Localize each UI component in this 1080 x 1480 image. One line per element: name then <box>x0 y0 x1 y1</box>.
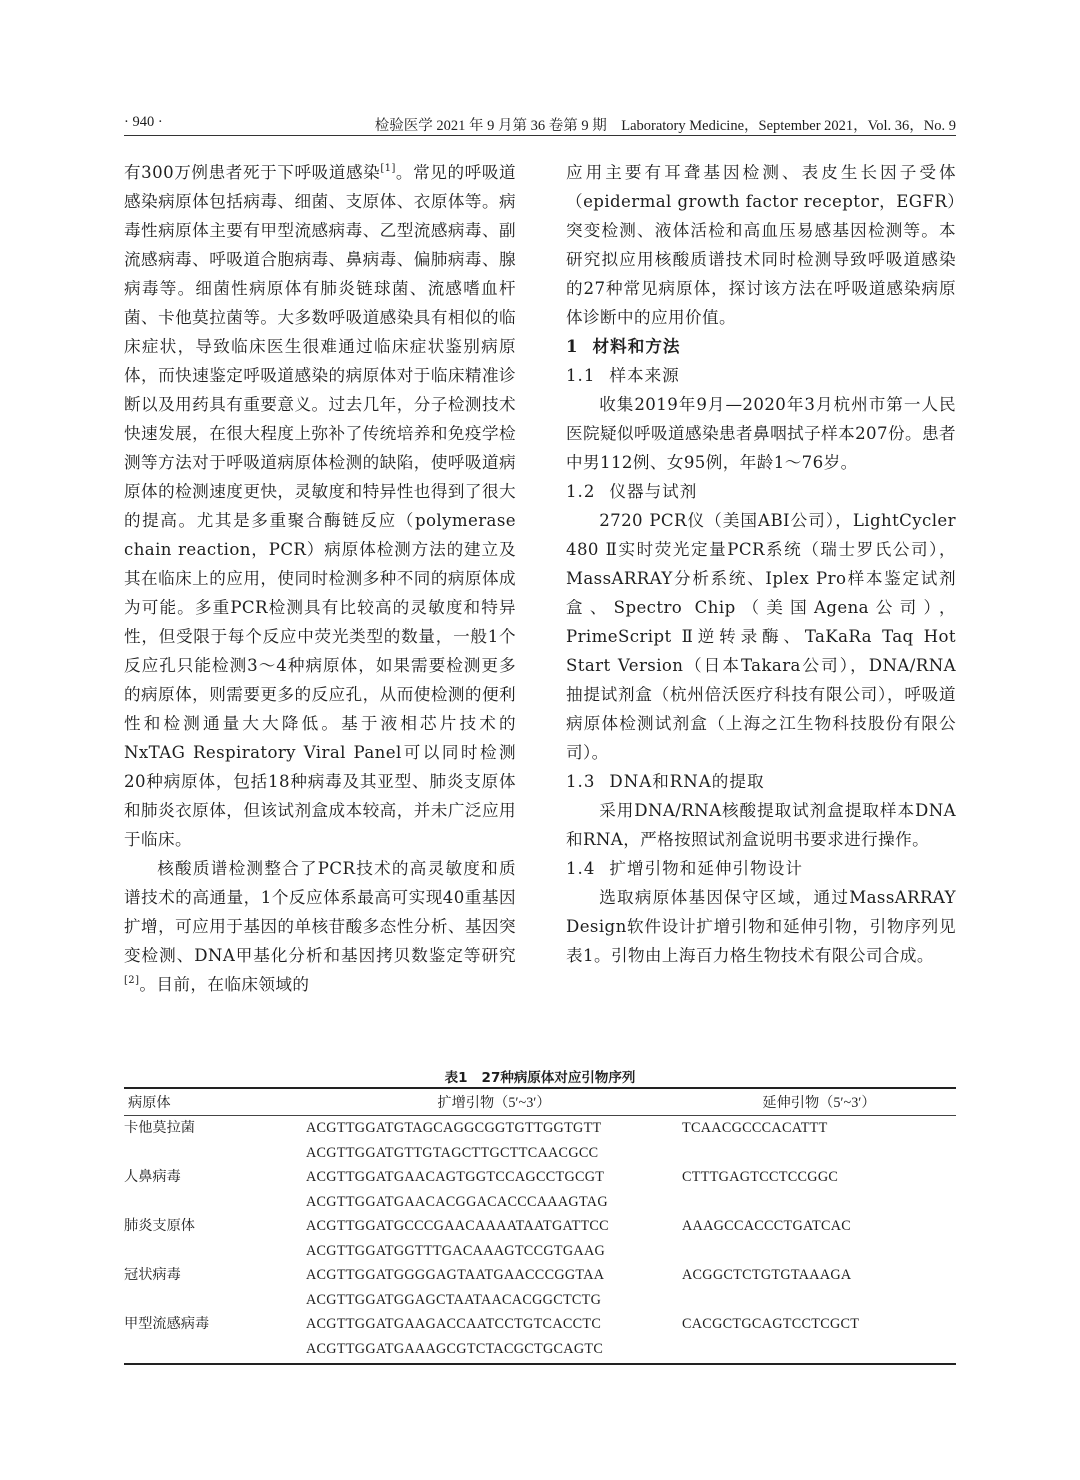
section-number: 1.2 <box>566 482 596 501</box>
pathogen-cell: 卡他莫拉菌 <box>124 1120 195 1136</box>
extension-primer-cell: CACGCTGCAGTCCTCGCT <box>682 1312 956 1364</box>
amplification-primer-cell <box>306 1263 682 1312</box>
running-header <box>124 112 956 136</box>
forward-primer: ACGTTGGATGGGGAGTAATGAACCCGGTAA <box>306 1267 605 1283</box>
extension-primer-cell: AAAGCCACCCTGATCAC <box>682 1218 852 1234</box>
section-number: 1.3 <box>566 772 596 791</box>
forward-primer: ACGTTGGATGTAGCAGGCGGTGTTGGTGTT <box>306 1120 602 1136</box>
citation-ref: [1] <box>380 163 396 174</box>
table-header-row <box>124 1088 956 1116</box>
journal-citation: 检验医学 2021 年 9 月第 36 卷第 9 期 Laboratory Medicine，September 2021，Vol. 36，No. 9 <box>374 118 956 134</box>
amplification-primer-cell <box>306 1214 682 1263</box>
table-row <box>124 1214 956 1263</box>
forward-primer: ACGTTGGATGAACAGTGGTCCAGCCTGCGT <box>306 1169 605 1185</box>
text-run: 。常见的呼吸道感染病原体包括病毒、细菌、支原体、衣原体等。病毒性病原体主要有甲型流感病毒、乙型流感病毒、副流感病毒、呼吸道合胞病毒、鼻病毒、偏肺病毒、腺病毒等。细菌性病原体有肺炎链球菌、流感嗜血杆菌、卡他莫拉菌等。大多数呼吸道感染具有相似的临床症状，导致临床医生很难通过临床症状鉴别病原体，而快速鉴定呼吸道感染的病原体对于临床精准诊断以及用药具有重要意义。过去几年，分子检测技术快速发展，在很大程度上弥补了传统培养和免疫学检测等方法对于呼吸道病原体检测的缺陷，使呼吸道病原体的检测速度更快，灵敏度和特异性也得到了很大的提高。尤其是多重聚合酶链反应（polymerase chain reaction，PCR）病原体检测方法的建立及其在临床上的应用，使同时检测多种不同的病原体成为可能。多重PCR检测具有比较高的灵敏度和特异性，但受限于每个反应中荧光类型的数量，一般1个反应孔只能检测3～4种病原体，如果需要检测更多的病原体，则需要更多的反应孔，从而使检测的便利性和检测通量大大降低。基于液相芯片技术的NxTAG Respiratory Viral Panel可以同时检测20种病原体，包括18种病毒及其亚型、肺炎支原体和肺炎衣原体，但该试剂盒成本较高，并未广泛应用于临床。 <box>124 163 516 849</box>
header-rule <box>124 135 956 136</box>
page-number: · 940 · <box>124 114 163 130</box>
forward-primer: ACGTTGGATGCCCGAACAAAATAATGATTCC <box>306 1218 609 1234</box>
reverse-primer: ACGTTGGATGGAGCTAATAACACGGCTCTG <box>306 1291 602 1308</box>
amplification-primer-cell <box>306 1312 682 1364</box>
section-number: 1 <box>566 336 579 356</box>
table-row <box>124 1312 956 1364</box>
extraction-paragraph: 采用DNA/RNA核酸提取试剂盒提取样本DNA和RNA，严格按照试剂盒说明书要求进行操作。 <box>566 801 956 849</box>
forward-primer: ACGTTGGATGAAGACCAATCCTGTCACCTC <box>306 1316 602 1332</box>
extension-primer-cell: CTTTGAGTCCTCCGGC <box>682 1169 839 1185</box>
pathogen-cell: 人鼻病毒 <box>124 1169 181 1185</box>
subsection-heading-1-3 <box>566 767 956 796</box>
intro-paragraph-1 <box>124 158 516 854</box>
section-heading-1 <box>566 332 956 361</box>
table-title: 27种病原体对应引物序列 <box>481 1070 636 1086</box>
section-title: 材料和方法 <box>592 336 681 356</box>
reverse-primer: ACGTTGGATGGTTTGACAAAGTCCGTGAAG <box>306 1242 606 1259</box>
primer-design-paragraph: 选取病原体基因保守区域，通过MassARRAY Design软件设计扩增引物和延伸引物，引物序列见表1。引物由上海百力格生物技术有限公司合成。 <box>566 888 956 965</box>
amplification-primer-cell <box>306 1116 682 1166</box>
reverse-primer: ACGTTGGATGAAAGCGTCTACGCTGCAGTC <box>306 1340 604 1357</box>
reverse-primer: ACGTTGGATGAACACGGACACCCAAAGTAG <box>306 1193 608 1210</box>
table-row <box>124 1165 956 1214</box>
pathogen-cell: 肺炎支原体 <box>124 1218 195 1234</box>
reverse-primer: ACGTTGGATGTTGTAGCTTGCTTCAACGCC <box>306 1144 599 1161</box>
section-title: 仪器与试剂 <box>609 482 698 501</box>
subsection-heading-1-4 <box>566 854 956 883</box>
column-header-amplification-primer: 扩增引物（5′~3′） <box>306 1088 682 1116</box>
amplification-primer-cell <box>306 1165 682 1214</box>
section-number: 1.4 <box>566 859 596 878</box>
text-run: 核酸质谱检测整合了PCR技术的高灵敏度和质谱技术的高通量，1个反应体系最高可实现40重基因扩增，可应用于基因的单核苷酸多态性分析、基因突变检测、DNA甲基化分析和基因拷贝数鉴定等研究 <box>124 859 516 965</box>
citation-ref: [2] <box>124 975 140 986</box>
intro-paragraph-3: 应用主要有耳聋基因检测、表皮生长因子受体（epidermal growth factor receptor，EGFR）突变检测、液体活检和高血压易感基因检测等。本研究拟应用核酸质谱技术同时检测导致呼吸道感染的27种常见病原体，探讨该方法在呼吸道感染病原体诊断中的应用价值。 <box>566 163 956 327</box>
column-header-pathogen: 病原体 <box>124 1088 306 1116</box>
section-title: 样本来源 <box>609 366 680 385</box>
table-row <box>124 1263 956 1312</box>
sample-source-paragraph: 收集2019年9月—2020年3月杭州市第一人民医院疑似呼吸道感染患者鼻咽拭子样本207份。患者中男112例、女95例，年龄1～76岁。 <box>566 395 956 472</box>
column-header-extension-primer: 延伸引物（5′~3′） <box>682 1088 956 1116</box>
text-run: 。目前，在临床领域的 <box>139 975 310 994</box>
section-title: 扩增引物和延伸引物设计 <box>609 859 803 878</box>
primer-table <box>124 1087 956 1365</box>
subsection-heading-1-2 <box>566 477 956 506</box>
pathogen-cell: 甲型流感病毒 <box>124 1312 306 1364</box>
table-row <box>124 1116 956 1166</box>
subsection-heading-1-1 <box>566 361 956 390</box>
right-column <box>566 158 956 970</box>
section-number: 1.1 <box>566 366 596 385</box>
instruments-paragraph: 2720 PCR仪（美国ABI公司），LightCycler 480 Ⅱ实时荧光定量PCR系统（瑞士罗氏公司），MassARRAY分析系统、Iplex Pro样本鉴定试剂盒、Spectro Chip（美国Agena公司），PrimeScript Ⅱ逆转录酶、TaKaRa Taq Hot Start Version（日本Takara公司），DNA/RNA抽提试剂盒（杭州倍沃医疗科技有限公司），呼吸道病原体检测试剂盒（上海之江生物科技股份有限公司）。 <box>566 511 956 762</box>
section-title: DNA和RNA的提取 <box>609 772 765 791</box>
intro-paragraph-2 <box>124 854 516 999</box>
table-caption <box>124 1066 956 1086</box>
table-number: 表1 <box>444 1070 468 1086</box>
extension-primer-cell: ACGGCTCTGTGTAAAGA <box>682 1267 852 1283</box>
left-column <box>124 158 516 999</box>
extension-primer-cell: TCAACGCCCACATTT <box>682 1120 828 1136</box>
pathogen-cell: 冠状病毒 <box>124 1267 181 1283</box>
text-run: 有300万例患者死于下呼吸道感染 <box>124 163 381 182</box>
